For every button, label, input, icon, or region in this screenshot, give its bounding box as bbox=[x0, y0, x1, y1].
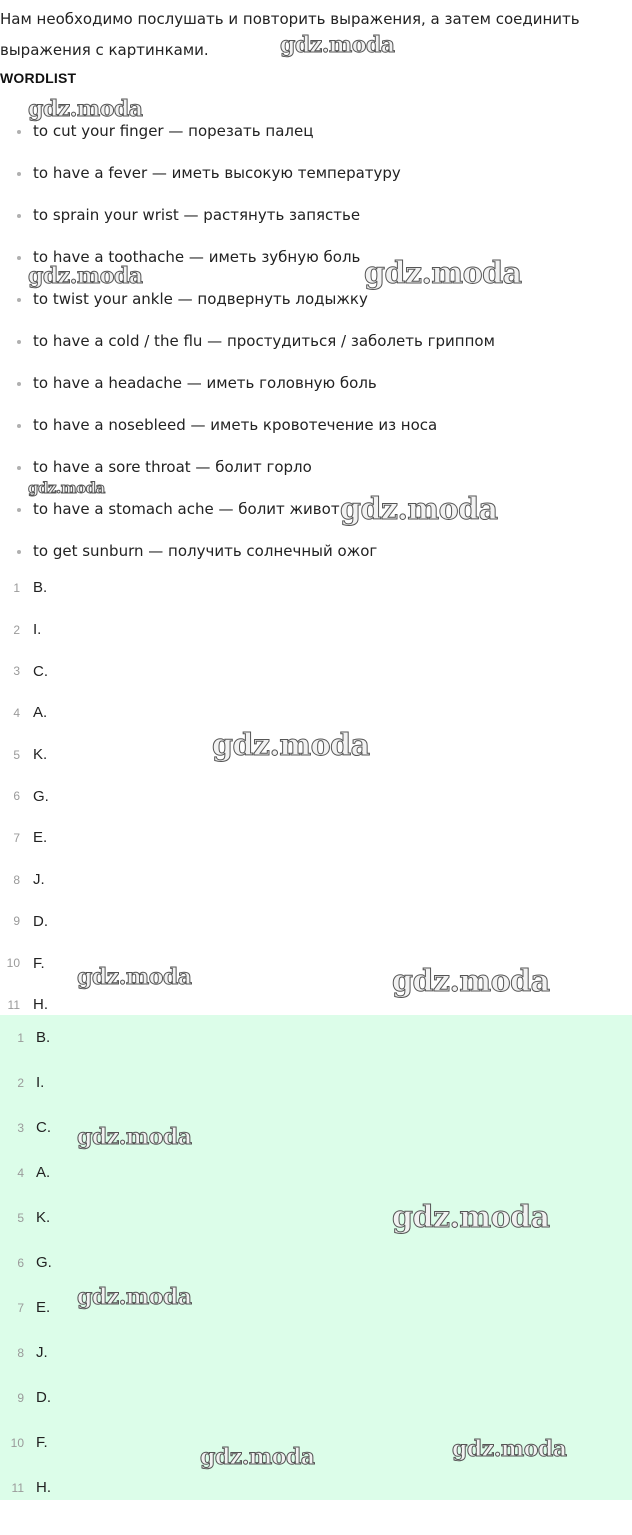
answer-item bbox=[0, 1465, 632, 1510]
answer-number: 9 bbox=[13, 914, 20, 929]
wordlist-item: to get sunburn — получить солнечный ожог bbox=[0, 537, 632, 579]
answer-item bbox=[0, 1015, 632, 1060]
answer-item bbox=[0, 650, 632, 692]
answer-value: D. bbox=[33, 912, 48, 930]
answer-number: 8 bbox=[17, 1345, 24, 1360]
watermark: gdz.moda bbox=[28, 263, 143, 289]
answer-item bbox=[0, 567, 632, 609]
answer-number: 10 bbox=[10, 1435, 24, 1450]
answer-value: H. bbox=[36, 1479, 51, 1496]
answer-number: 2 bbox=[17, 1075, 24, 1090]
answer-value: B. bbox=[36, 1029, 51, 1046]
answer-value: I. bbox=[33, 621, 42, 639]
watermark: gdz.moda bbox=[28, 479, 105, 497]
watermark: gdz.moda bbox=[28, 96, 143, 122]
answer-value: C. bbox=[36, 1119, 51, 1136]
answer-number: 9 bbox=[17, 1390, 24, 1405]
watermark: gdz.moda bbox=[452, 1436, 567, 1462]
answer-number: 5 bbox=[17, 1210, 24, 1225]
watermark: gdz.moda bbox=[392, 1200, 550, 1235]
answer-item bbox=[0, 1330, 632, 1375]
answer-list bbox=[0, 567, 632, 1026]
answer-value: E. bbox=[33, 829, 48, 847]
wordlist-item: to have a sore throat — болит горло bbox=[0, 453, 632, 495]
wordlist-item: to twist your ankle — подвернуть лодыжку bbox=[0, 285, 632, 327]
wordlist-item: to have a nosebleed — иметь кровотечение из носа bbox=[0, 411, 632, 453]
answer-value: K. bbox=[33, 746, 48, 764]
wordlist-item: to sprain your wrist — растянуть запястье bbox=[0, 201, 632, 243]
watermark: gdz.moda bbox=[77, 1124, 192, 1150]
answer-number: 1 bbox=[17, 1030, 24, 1045]
answer-value: A. bbox=[36, 1164, 51, 1181]
answer-value: H. bbox=[33, 996, 48, 1014]
watermark: gdz.moda bbox=[212, 728, 370, 763]
answer-value: F. bbox=[36, 1434, 48, 1451]
answer-number: 6 bbox=[13, 789, 20, 804]
watermark: gdz.moda bbox=[340, 492, 498, 527]
answer-item bbox=[0, 609, 632, 651]
wordlist-item: to have a fever — иметь высокую температуру bbox=[0, 159, 632, 201]
wordlist-item: to have a headache — иметь головную боль bbox=[0, 369, 632, 411]
answer-value: I. bbox=[36, 1074, 45, 1091]
answer-value: G. bbox=[33, 787, 49, 805]
answer-value: A. bbox=[33, 704, 48, 722]
answer-number: 4 bbox=[17, 1165, 24, 1180]
answer-number: 11 bbox=[11, 1480, 24, 1495]
answer-number: 7 bbox=[17, 1300, 24, 1315]
answer-item bbox=[0, 901, 632, 943]
answer-value: K. bbox=[36, 1209, 51, 1226]
answer-number: 1 bbox=[13, 580, 20, 595]
answer-number: 3 bbox=[13, 664, 20, 679]
answer-number: 8 bbox=[13, 872, 20, 887]
wordlist-item: to cut your finger — порезать палец bbox=[0, 117, 632, 159]
answer-value: J. bbox=[33, 871, 45, 889]
wordlist-item: to have a stomach ache — болит живот bbox=[0, 495, 632, 537]
watermark: gdz.moda bbox=[392, 964, 550, 999]
wordlist bbox=[0, 117, 632, 579]
answer-item bbox=[0, 1150, 632, 1195]
watermark: gdz.moda bbox=[200, 1444, 315, 1470]
answer-number: 11 bbox=[7, 997, 20, 1012]
watermark: gdz.moda bbox=[280, 32, 395, 58]
answer-number: 4 bbox=[13, 705, 20, 720]
answer-number: 7 bbox=[13, 830, 20, 845]
watermark: gdz.moda bbox=[364, 256, 522, 291]
answer-value: E. bbox=[36, 1299, 51, 1316]
answer-number: 6 bbox=[17, 1255, 24, 1270]
answer-item bbox=[0, 1060, 632, 1105]
answer-value: B. bbox=[33, 579, 48, 597]
answer-value: G. bbox=[36, 1254, 52, 1271]
answer-number: 3 bbox=[17, 1120, 24, 1135]
answer-value: F. bbox=[33, 954, 45, 972]
answer-item bbox=[0, 775, 632, 817]
answer-value: D. bbox=[36, 1389, 51, 1406]
answer-number: 5 bbox=[13, 747, 20, 762]
watermark: gdz.moda bbox=[77, 1284, 192, 1310]
wordlist-heading: WORDLIST bbox=[0, 70, 77, 86]
watermark: gdz.moda bbox=[77, 964, 192, 990]
answer-box bbox=[0, 1015, 632, 1500]
wordlist-item: to have a toothache — иметь зубную боль bbox=[0, 243, 632, 285]
intro-text: Нам необходимо послушать и повторить выражения, а затем соединить выражения с картинками. bbox=[0, 10, 580, 59]
wordlist-item: to have a cold / the flu — простудиться / заболеть гриппом bbox=[0, 327, 632, 369]
answer-value: J. bbox=[36, 1344, 48, 1361]
answer-item bbox=[0, 1375, 632, 1420]
answer-item bbox=[0, 1240, 632, 1285]
answer-number: 10 bbox=[6, 956, 20, 971]
answer-number: 2 bbox=[13, 622, 20, 637]
answer-item bbox=[0, 859, 632, 901]
answer-value: C. bbox=[33, 662, 48, 680]
answer-item bbox=[0, 817, 632, 859]
